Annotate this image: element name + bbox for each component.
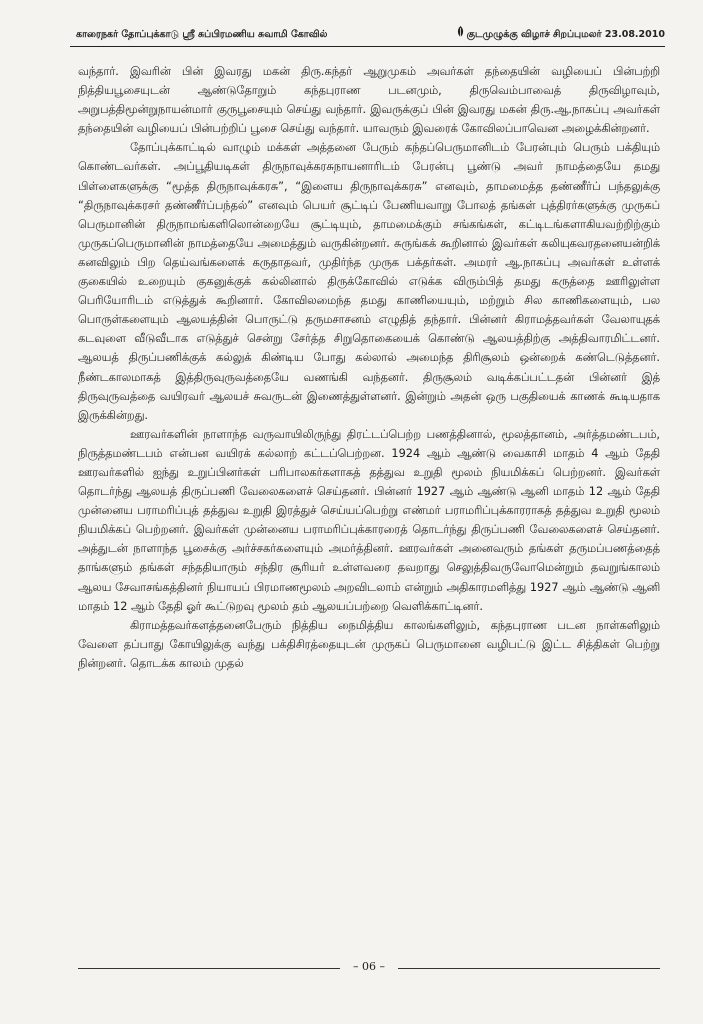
paragraph: தோப்புக்காட்டில் வாழும் மக்கள் அத்தனை பேரும் கந்தப்பெருமானிடம் பேரன்பும் பெரும் பக்தியும் கொண்டவர்கள். அப்பூதியடிகள் திருநாவுக்கரசுநாயனாரிடம் பேரன்பு பூண்டு அவர் நாமத்தையே தமது பிள்ளைகளுக்கு “மூத்த திருநாவுக்கரசு”, “இளைய திருநாவுக்கரசு” எனவும், தாமமைத்த தண்ணீர்ப் பந்தலுக்கு “திருநாவுக்கரசர் தண்ணீர்ப்பந்தல்” எனவும் பெயர் சூட்டிப் பேணியவாறு போலத் தங்கள் புத்திரர்களுக்கு முருகப் பெருமானின் திருநாமங்களிலொன்றையே சூட்டியும், தாமமைக்கும் சங்கங்கள், கட்டிடங்களாகியவற்றிற்கும் முருகப்பெருமானின் நாமத்தையே அமைத்தும் வருகின்றனர். சுருங்கக் கூறினால் இவர்கள் கலியுகவரதனையன்றிக் கனவிலும் பிற தெய்வங்களைக் கருதாதவர், முதிர்ந்த முருக பக்தர்கள். அமரர் ஆ.நாகப்பு அவர்கள் உள்ளக் குகையில் உறையும் குகனுக்குக் கல்லினால் திருக்கோவில் எடுக்க விரும்பித் தமது கருத்தை ஊரிலுள்ள பெரியோரிடம் எடுத்துக் கூறினார். கோவிலமைந்த தமது காணியையும், மற்றும் சில காணிகளையும், பல பொருள்களையும் ஆலயத்தின் பொருட்டு தருமசாசனம் எழுதித் தந்தார். பின்னர் கிராமத்தவர்கள் வேலாயுதக் கடவுளை வீடுவீடாக எடுத்துச் சென்று சேர்த்த சிறுதொகையைக் கொண்டு ஆலயத்திற்கு அத்திவாரமிட்டனர். ஆலயத் திருப்பணிக்குக் கல்லுக் கிண்டிய போது கல்லால் அமைந்த திரிசூலம் ஒன்றைக் கண்டெடுத்தனர். நீண்டகாலமாகத் இத்திருவுருவத்தையே வணங்கி வந்தனர். திருசூலம் வடிக்கப்பட்டதன் பின்னர் இத் திருவுருவத்தை வயிரவர் ஆலயச் சுவருடன் இணைத்துள்ளனர். இன்றும் அதன் ஒரு பகுதியைக் காணக் கூடியதாக இருக்கின்றது. bbox=[78, 141, 660, 422]
body-text bbox=[78, 62, 660, 673]
page-footer bbox=[78, 960, 660, 974]
paragraph: ஊரவர்களின் நாளாந்த வருவாயிலிருந்து திரட்டப்பெற்ற பணத்தினால், மூலத்தானம், அர்த்தமண்டபம், நிருத்தமண்டபம் என்பன வயிரக் கல்லாற் கட்டப்பெற்றன. 1924 ஆம் ஆண்டு வைகாசி மாதம் 4 ஆம் தேதி ஊரவர்களில் ஐந்து உறுப்பினர்கள் பரிபாலகர்களாகத் தத்துவ உறுதி மூலம் நியமிக்கப் பெற்றனர். இவர்கள் தொடர்ந்து ஆலயத் திருப்பணி வேலைகளைச் செய்தனர். பின்னர் 1927 ஆம் ஆண்டு ஆனி மாதம் 12 ஆம் தேதி முன்னைய பராமரிப்புத் தத்துவ உறுதி இரத்துச் செய்யப்பெற்று எண்மர் பராமரிப்புக்காரராகத் தத்துவ உறுதி மூலம் நியமிக்கப் பெற்றனர். இவர்கள் முன்னைய பராமரிப்புக்காரரைத் தொடர்ந்து திருப்பணி வேலைகளைச் செய்தனர். அத்துடன் நாளாந்த பூசைக்கு அர்ச்சகர்களையும் அமர்த்தினர். ஊரவர்கள் அனைவரும் தங்கள் தருமப்பணத்தைத் தாங்களும் தங்கள் சந்ததியாரும் சந்திர சூரியர் உள்ளவரை தவறாது செலுத்திவருவோமென்றும் தவறுங்காலம் ஆலய சேவாசங்கத்தினர் நியாயப் பிரமாணமூலம் அறவிடலாம் என்றும் அதிகாரமளித்து 1927 ஆம் ஆண்டு ஆனி மாதம் 12 ஆம் தேதி ஓர் கூட்டுறவு மூலம் தம் ஆலயப்பற்றை வெளிக்காட்டினர். bbox=[78, 427, 660, 613]
running-header bbox=[70, 24, 665, 47]
footer-rule-right bbox=[398, 968, 660, 969]
header-title: காரைநகர் தோப்புக்காடு ஸ்ரீ சுப்பிரமணிய சுவாமி கோவில் bbox=[76, 29, 328, 40]
paragraph: கிராமத்தவர்களத்தனைபேரும் நித்திய நைமித்திய காலங்களிலும், கந்தபுராண படன நாள்களிலும் வேளை தப்பாது கோயிலுக்கு வந்து பக்திசிரத்தையுடன் முருகப் பெருமானை வழிபட்டு இட்ட சித்திகள் பெற்று நின்றனர். தொடக்க காலம் முதல் bbox=[78, 618, 660, 670]
header-souvenir-date: குடமுழுக்கு விழாச் சிறப்புமலர் 23.08.2010 bbox=[466, 29, 665, 40]
leaf-ornament-icon bbox=[456, 26, 465, 38]
paragraph: வந்தார். இவரின் பின் இவரது மகன் திரு.கந்தர் ஆறுமுகம் அவர்கள் தந்தையின் வழியைப் பின்பற்றி நித்தியபூசையுடன் ஆண்டுதோறும் கந்தபுராண படனமும், திருவெம்பாவைத் திருவிழாவும், அறுபத்திமூன்றுநாயன்மார் குருபூசையும் செய்து வந்தார். இவருக்குப் பின் இவரது மகன் திரு.ஆ.நாகப்பு அவர்கள் தந்தையின் வழியைப் பின்பற்றிப் பூசை செய்து வந்தார். யாவரும் இவரைக் கோவிலப்பாவென அழைக்கின்றனர். bbox=[78, 65, 660, 136]
page-number: – 06 – bbox=[353, 960, 385, 973]
footer-rule-left bbox=[78, 968, 340, 969]
